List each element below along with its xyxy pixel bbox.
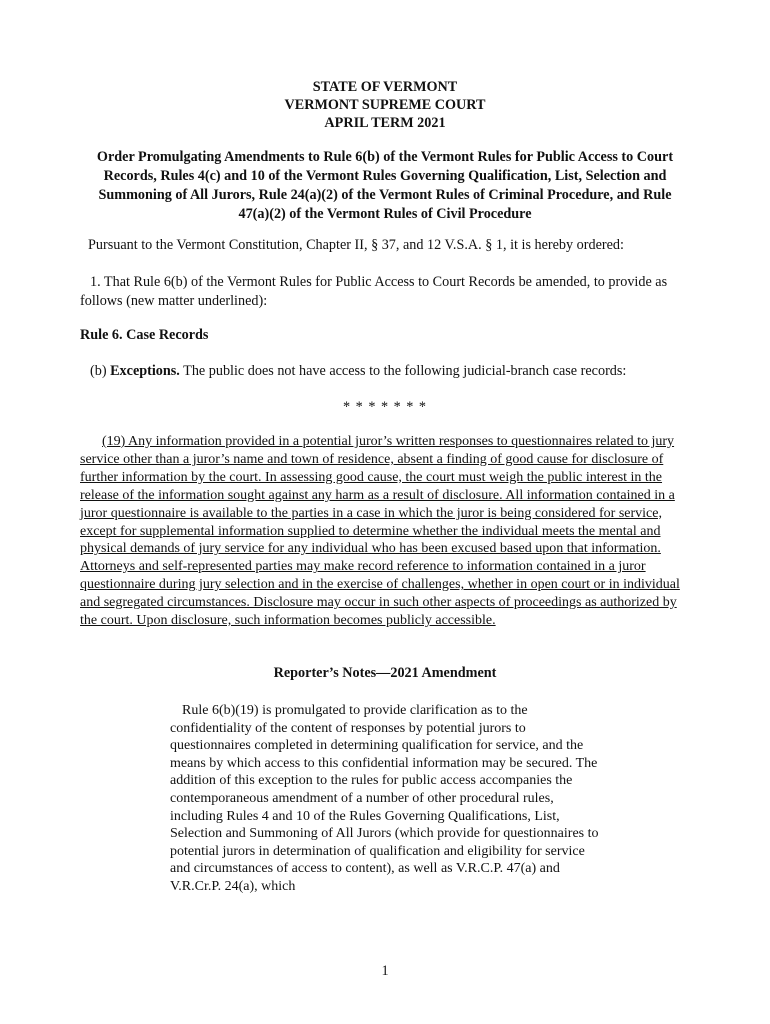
omission-stars: * * * * * * *: [343, 399, 427, 415]
exceptions-prefix: (b): [90, 363, 111, 379]
exceptions-paragraph: [90, 362, 690, 381]
exceptions-text: The public does not have access to the following judicial-branch case records:: [179, 363, 627, 379]
item-19-underlined: (19) Any information provided in a potential juror’s written responses to questionnaires related to jury service other than a juror’s name and town of residence, absent a finding of good cause for disclosure of further information by the court. In assessing good cause, the court must weigh the public interest in the release of the information sought against any harm as a result of disclosure. All information contained in a juror questionnaire is available to the parties in a case in which the juror is being considered for service, except for supplemental information supplied to determine whether the individual meets the mental and physical demands of jury service for any individual who has been excused based upon that information. Attorneys and self-represented parties may make record reference to information contained in a juror questionnaire during jury selection and in the exercise of challenges, whether in open court or in individual and segregated circumstances. Disclosure may occur in such other aspects of proceedings as authorized by the court. Upon disclosure, such information becomes publicly accessible.: [80, 434, 680, 629]
rule-heading: Rule 6. Case Records: [80, 327, 209, 343]
exceptions-label: Exceptions.: [110, 363, 180, 379]
header-term: APRIL TERM 2021: [324, 115, 446, 131]
reporters-notes-text: Rule 6(b)(19) is promulgated to provide clarification as to the confidentiality of the content of responses by potential jurors to questionnaires completed in determining qualification for service, and the means by which access to this confidential information may be secured. The addition of this exception to the rules for public access accompanies the contemporaneous amendment of a number of other procedural rules, including Rules 4 and 10 of the Rules Governing Qualifications, List, Selection and Summoning of All Jurors (which provide for questionnaires to potential jurors in determination of qualification and eligibility for service and circumstances of access to content), as well as V.R.C.P. 47(a) and V.R.Cr.P. 24(a), which: [170, 703, 599, 894]
order-title: Order Promulgating Amendments to Rule 6(b) of the Vermont Rules for Public Access to Court Records, Rules 4(c) and 10 of the Vermont Rules Governing Qualification, List, Selection and Summoning of All Jurors, Rule 24(a)(2) of the Vermont Rules of Criminal Procedure, and Rule 47(a)(2) of the Vermont Rules of Civil Procedure: [96, 149, 674, 222]
header-court: VERMONT SUPREME COURT: [284, 97, 486, 113]
header-state: STATE OF VERMONT: [312, 79, 458, 95]
ordered-paragraph: Pursuant to the Vermont Constitution, Chapter II, § 37, and 12 V.S.A. § 1, it is hereby ordered:: [88, 237, 624, 253]
page-number: 1: [381, 963, 389, 979]
reporters-notes-heading: Reporter’s Notes—2021 Amendment: [273, 665, 497, 681]
court-header: [0, 78, 770, 132]
amendment-item-1: 1. That Rule 6(b) of the Vermont Rules for Public Access to Court Records be amended, to provide as follows (new matter underlined):: [80, 274, 668, 309]
